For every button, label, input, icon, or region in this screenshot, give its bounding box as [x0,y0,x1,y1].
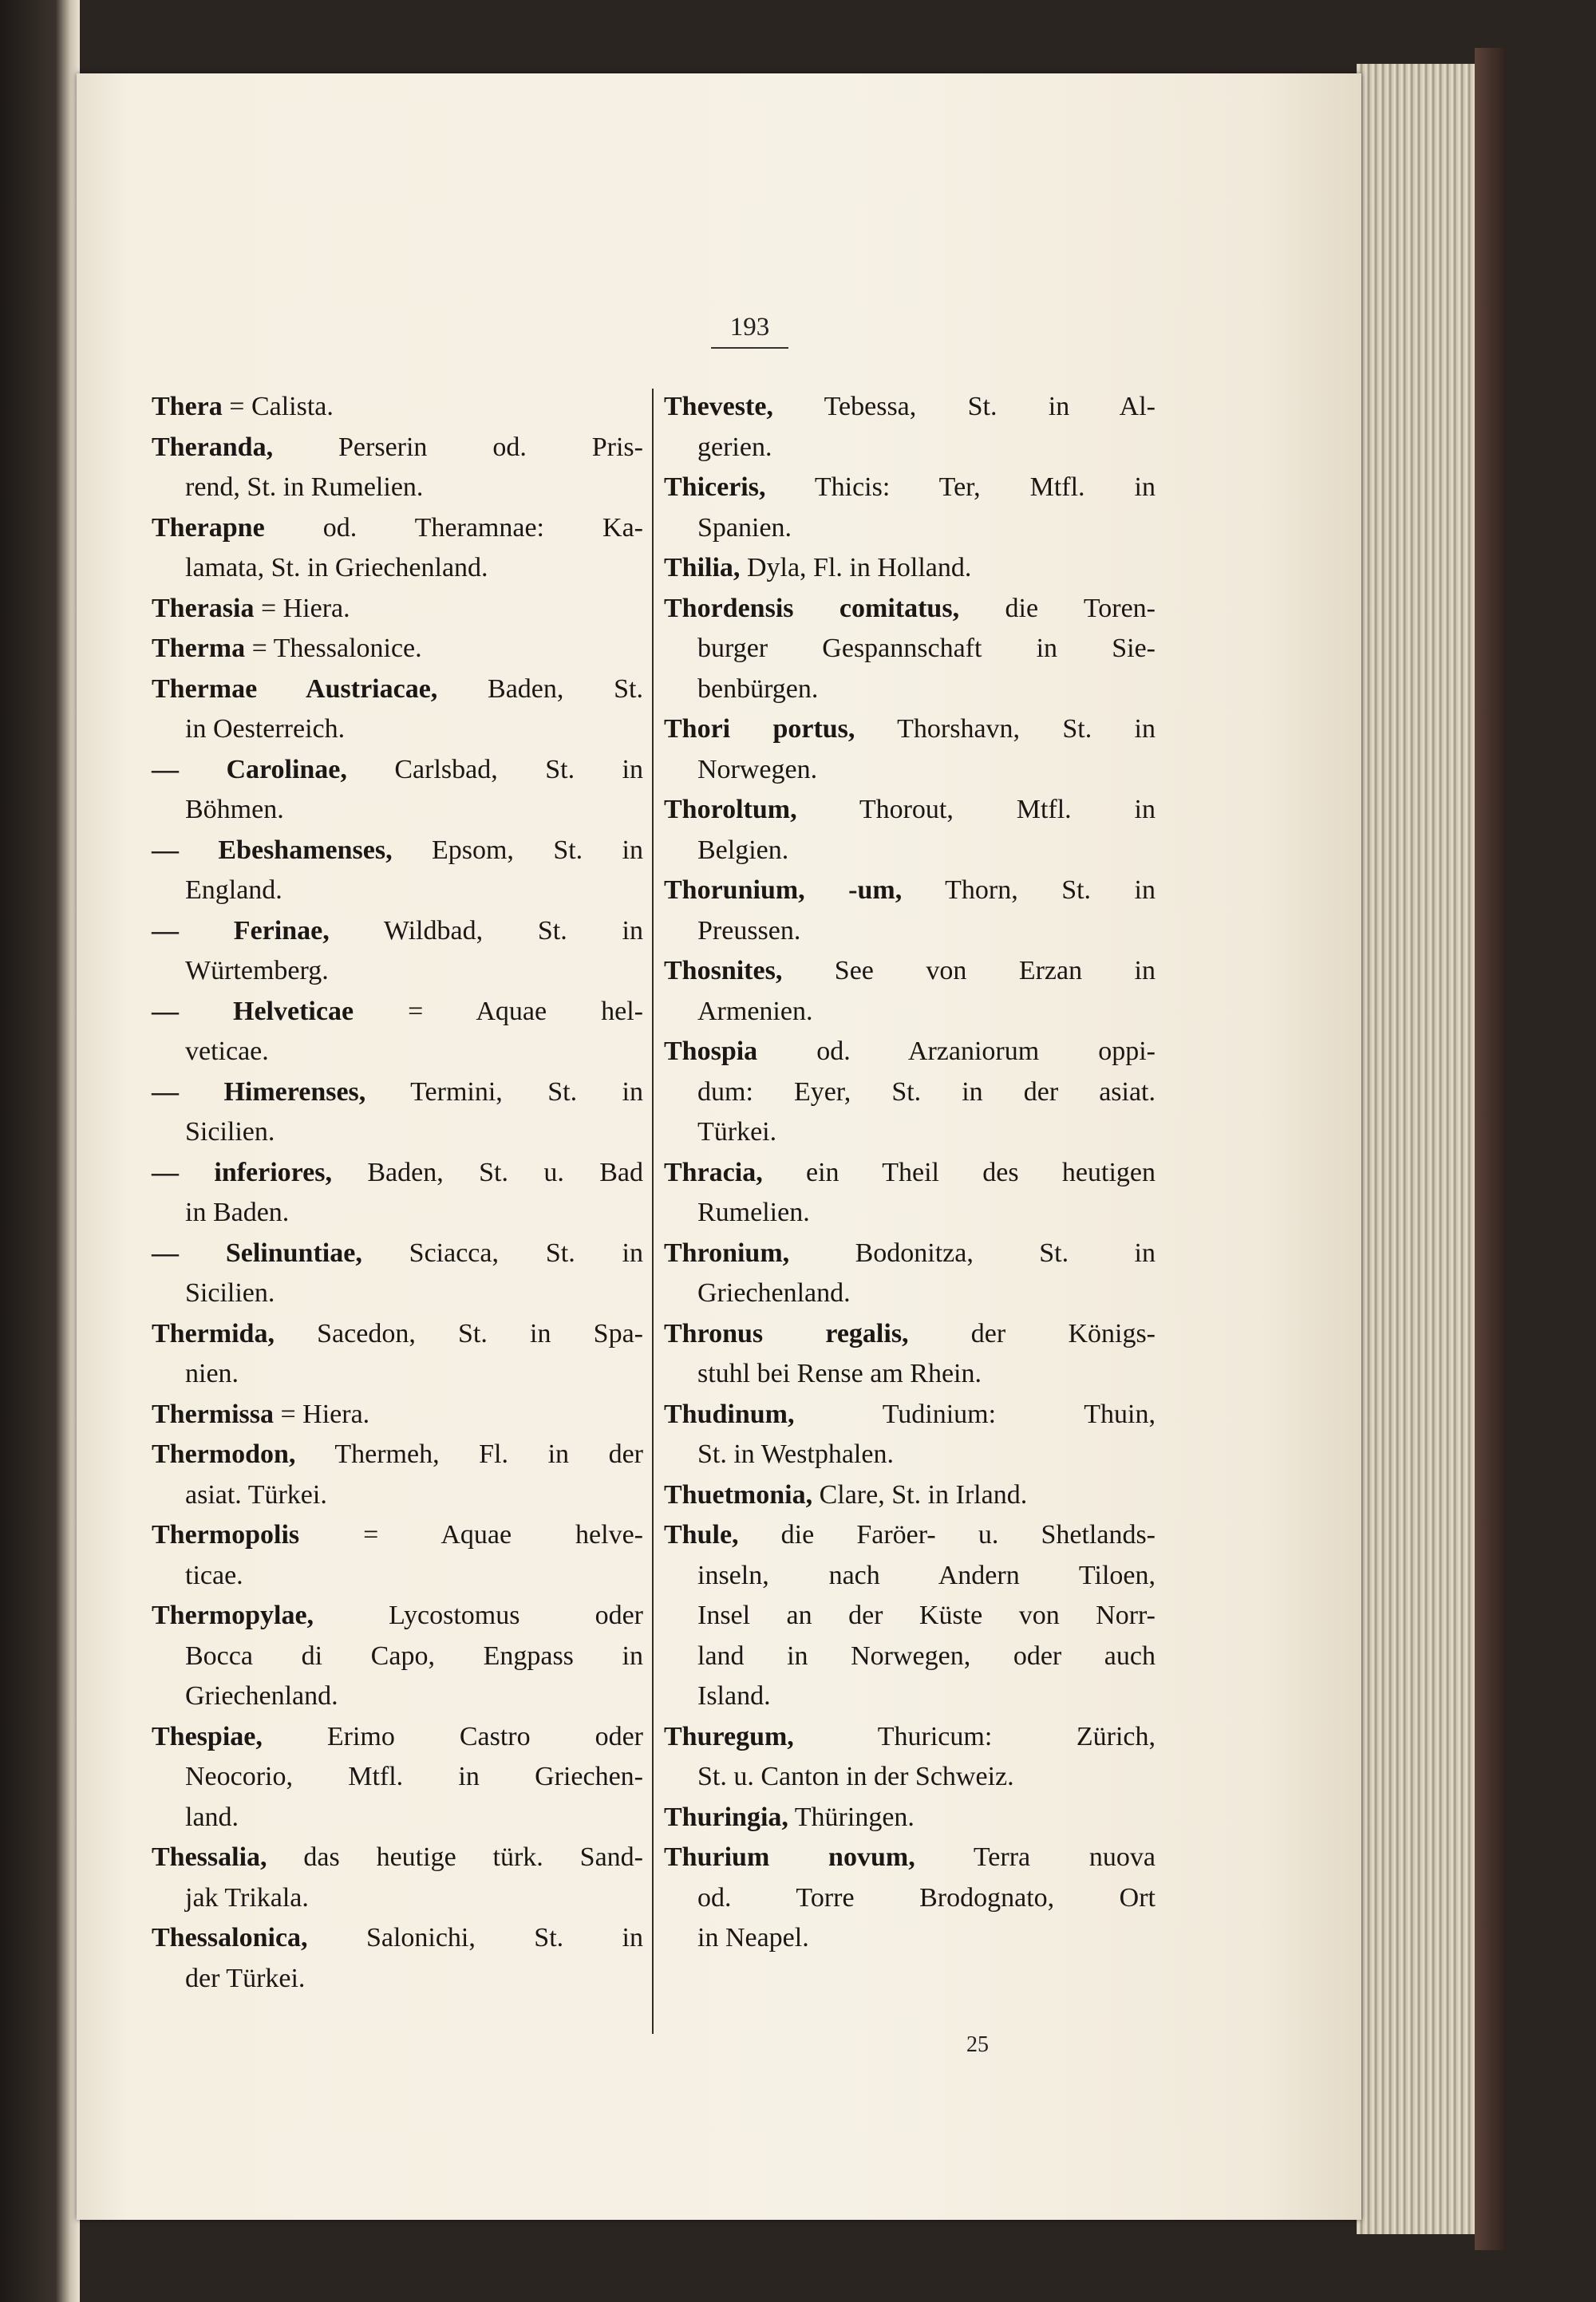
entry-line [152,1234,643,1274]
entry-line [152,629,643,669]
entry-line [152,709,643,750]
entry-headword: Thessalonica, [152,1923,308,1953]
dictionary-entry [664,1032,1156,1153]
entry-line [152,1395,643,1435]
entry-headword: Thosnites, [664,956,783,985]
dictionary-entry [152,1838,643,1918]
entry-text: burger Gespannschaft in Sie- [697,634,1156,663]
dictionary-entry [664,1234,1156,1314]
entry-line [664,1717,1156,1758]
entry-line [664,1072,1156,1113]
entry-headword: — Ferinae, [152,915,330,946]
entry-headword: Thorunium, -um, [664,875,903,905]
entry-text: = Hiera. [274,1399,370,1429]
dictionary-entry [664,1515,1156,1717]
entry-text: Terra nuova [915,1842,1156,1872]
entry-text: Türkei. [697,1117,777,1147]
entry-line [152,669,643,710]
dictionary-entry [664,387,1156,468]
entry-text: Termini, St. in [365,1076,643,1107]
entry-line [664,1918,1156,1959]
dictionary-entry [152,428,643,508]
entry-headword: — Carolinae, [152,754,347,784]
entry-line [152,428,643,468]
entry-text: das heutige türk. Sand- [267,1842,643,1872]
entry-line [664,1234,1156,1274]
dictionary-entry [152,831,643,911]
entry-line [152,1354,643,1395]
entry-text: der Königs- [908,1318,1156,1348]
entry-line [152,1757,643,1798]
entry-text: Baden, St. u. Bad [332,1157,644,1187]
entry-line [664,1838,1156,1878]
entry-line [664,871,1156,911]
entry-text: Preussen. [697,915,801,946]
entry-line [664,1153,1156,1194]
signature-mark: 25 [966,2032,989,2057]
entry-line [152,1637,643,1677]
book-page-edges [1357,64,1488,2234]
entry-headword: Thordensis comitatus, [664,593,960,623]
left-page-edge [0,0,80,2302]
dictionary-entry [664,951,1156,1032]
entry-text: Tudinium: Thuin, [794,1399,1156,1429]
entry-line [152,1717,643,1758]
entry-text: asiat. Türkei. [185,1479,327,1510]
entry-text: Griechenland. [185,1681,338,1711]
book-cover-edge [1475,48,1507,2250]
entry-text: Erimo Castro oder [262,1721,643,1751]
entry-text: nien. [185,1359,239,1388]
entry-text: Würtemberg. [185,956,329,985]
entry-text: die Faröer- u. Shetlands- [738,1520,1156,1550]
entry-line [152,508,643,549]
entry-headword: Thuringia, [664,1802,788,1832]
entry-line [152,1273,643,1314]
entry-headword: — Ebeshamenses, [152,835,393,865]
entry-line [152,1072,643,1113]
entry-line [664,1395,1156,1435]
entry-headword: Thespiae, [152,1721,263,1751]
entry-line [152,1435,643,1475]
entry-text: Thorn, St. in [902,875,1156,905]
dictionary-entry [152,1395,643,1435]
entry-headword: Thori portus, [664,714,855,744]
entry-text: St. u. Canton in der Schweiz. [697,1762,1014,1791]
entry-text: Island. [697,1681,771,1711]
entry-line [664,1637,1156,1677]
entry-headword: Thule, [664,1520,739,1550]
entry-headword: — Selinuntiae, [152,1238,362,1268]
entry-line [664,1515,1156,1556]
entry-headword: Thuetmonia, [664,1479,813,1510]
entry-text: Belgien. [697,835,789,865]
entry-line [664,387,1156,428]
entry-text: Wildbad, St. in [329,915,643,946]
entry-line [152,1959,643,2000]
entry-text: in Baden. [185,1198,290,1227]
dictionary-entry [152,1918,643,1999]
entry-headword: Thracia, [664,1157,763,1187]
entry-text: Dyla, Fl. in Holland. [740,553,972,582]
dictionary-entry [152,1153,643,1234]
entry-text: inseln, nach Andern Tiloen, [697,1560,1156,1590]
entry-text: od. Theramnae: Ka- [264,512,643,543]
right-column [664,387,1156,1959]
entry-headword: Therma [152,634,246,663]
entry-headword: Thilia, [664,553,741,582]
entry-headword: Thospia [664,1036,758,1066]
entry-line [664,1798,1156,1838]
entry-text: Clare, St. in Irland. [812,1479,1028,1510]
column-divider [652,389,654,2034]
dictionary-entry [664,1717,1156,1798]
entry-line [664,1354,1156,1395]
entry-text: rend, St. in Rumelien. [185,472,424,502]
entry-text: Griechenland. [697,1278,851,1308]
entry-line [152,1314,643,1355]
entry-text: veticae. [185,1036,269,1066]
entry-line [664,468,1156,508]
dictionary-entry [664,1475,1156,1516]
entry-text: St. in Westphalen. [697,1439,894,1469]
entry-line [152,911,643,952]
entry-line [152,1153,643,1194]
entry-headword: Thronus regalis, [664,1318,909,1348]
entry-line [664,1435,1156,1475]
dictionary-entry [152,750,643,831]
entry-line [664,911,1156,952]
entry-line [152,1838,643,1878]
dictionary-entry [664,589,1156,710]
entry-line [664,669,1156,710]
entry-text: ticae. [185,1560,243,1590]
entry-text: Bodonitza, St. in [789,1238,1156,1268]
page-number: 193 [711,313,789,349]
dictionary-entry [664,709,1156,790]
entry-headword: Thermida, [152,1318,275,1348]
entry-line [152,750,643,791]
entry-text: lamata, St. in Griechenland. [185,553,488,582]
entry-line [664,1112,1156,1153]
entry-headword: Thermopolis [152,1520,300,1550]
entry-text: der Türkei. [185,1963,306,1993]
entry-text: Böhmen. [185,795,284,824]
entry-line [152,1193,643,1234]
entry-text: Thermeh, Fl. in der [295,1439,643,1469]
entry-line [152,1112,643,1153]
entry-headword: Thiceris, [664,472,766,502]
entry-text: Sacedon, St. in Spa- [274,1318,643,1348]
entry-headword: Thudinum, [664,1399,795,1429]
page-header [77,313,1361,349]
entry-text: benbürgen. [697,673,819,704]
entry-line [152,1676,643,1717]
entry-line [152,951,643,992]
dictionary-entry [664,871,1156,951]
dictionary-entry [664,1838,1156,1959]
dictionary-entry [664,548,1156,589]
entry-text: See von Erzan in [782,956,1156,985]
entry-text: gerien. [697,432,772,462]
dictionary-entry [664,1395,1156,1475]
dictionary-entry [152,508,643,589]
entry-text: England. [185,875,282,905]
entry-text: = Aquae hel- [354,996,643,1026]
entry-line [152,589,643,630]
entry-line [152,548,643,589]
entry-line [664,1596,1156,1637]
entry-line [152,992,643,1033]
entry-text: dum: Eyer, St. in der asiat. [697,1076,1156,1107]
entry-text: Thuricum: Zürich, [793,1721,1156,1751]
entry-headword: Therapne [152,512,265,543]
entry-headword: Thermodon, [152,1439,296,1469]
entry-text: Thüringen. [788,1802,915,1832]
entry-line [664,1676,1156,1717]
entry-text: = Hiera. [254,593,350,623]
entry-headword: Thronium, [664,1238,790,1268]
entry-line [664,428,1156,468]
entry-line [664,1878,1156,1919]
entry-line [664,750,1156,791]
entry-line [664,548,1156,589]
entry-text: = Aquae helve- [299,1520,643,1550]
entry-text: Spanien. [697,512,792,543]
entry-line [664,709,1156,750]
entry-line [664,951,1156,992]
entry-line [152,871,643,911]
entry-text: Epsom, St. in [392,835,644,865]
entry-text: land in Norwegen, oder auch [697,1641,1156,1671]
entry-headword: — Himerenses, [152,1076,366,1107]
dictionary-entry [152,1314,643,1395]
entry-line [152,1878,643,1919]
entry-text: od. Torre Brodognato, Ort [697,1882,1156,1913]
entry-line [152,1515,643,1556]
entry-text: Neocorio, Mtfl. in Griechen- [185,1762,643,1791]
entry-headword: Thoroltum, [664,795,797,824]
entry-text: land. [185,1802,239,1832]
entry-text: Armenien. [697,996,813,1026]
entry-line [152,387,643,428]
entry-text: = Thessalonice. [245,634,422,663]
dictionary-entry [152,669,643,750]
entry-line [664,1273,1156,1314]
entry-headword: Thuregum, [664,1721,794,1751]
entry-headword: Thermae Austriacae, [152,673,438,704]
dictionary-entry [664,1153,1156,1234]
entry-text: Thorout, Mtfl. in [796,795,1156,824]
entry-text: Bocca di Capo, Engpass in [185,1641,643,1671]
entry-line [664,1193,1156,1234]
entry-text: Norwegen. [697,754,818,784]
entry-line [664,1757,1156,1798]
dictionary-entry [152,992,643,1072]
entry-headword: Thermissa [152,1399,274,1429]
dictionary-entry [152,1596,643,1717]
entry-headword: Theranda, [152,432,274,462]
entry-line [664,629,1156,669]
dictionary-entry [152,629,643,669]
dictionary-entry [152,1435,643,1515]
entry-headword: Thurium novum, [664,1842,915,1872]
entry-line [664,589,1156,630]
entry-line [152,468,643,508]
entry-headword: — Helveticae [152,996,354,1026]
entry-line [664,1556,1156,1597]
entry-headword: Thermopylae, [152,1601,314,1630]
entry-line [664,508,1156,549]
entry-headword: Thessalia, [152,1842,267,1872]
entry-line [152,1798,643,1838]
entry-text: Thicis: Ter, Mtfl. in [765,472,1156,502]
entry-line [664,1032,1156,1072]
entry-text: in Neapel. [697,1923,809,1953]
entry-text: Baden, St. [437,673,644,704]
dictionary-entry [152,1717,643,1838]
entry-line [664,790,1156,831]
entry-headword: Thera [152,392,223,421]
dictionary-entry [152,589,643,630]
entry-line [152,1596,643,1637]
entry-line [152,790,643,831]
dictionary-entry [664,1314,1156,1395]
dictionary-entry [664,468,1156,548]
entry-text: Thorshavn, St. in [855,714,1156,744]
entry-headword: Therasia [152,593,255,623]
entry-line [664,831,1156,871]
dictionary-entry [152,387,643,428]
entry-text: stuhl bei Rense am Rhein. [697,1359,982,1388]
entry-headword: — inferiores, [152,1157,332,1187]
entry-line [664,1475,1156,1516]
dictionary-entry [152,1072,643,1153]
entry-line [152,1556,643,1597]
entry-text: Carlsbad, St. in [346,754,643,784]
entry-text: Sicilien. [185,1117,275,1147]
entry-text: Insel an der Küste von Norr- [697,1601,1156,1630]
entry-text: Sicilien. [185,1278,275,1308]
entry-text: Perserin od. Pris- [273,432,643,462]
entry-line [152,1918,643,1959]
entry-text: Sciacca, St. in [361,1238,643,1268]
entry-text: in Oesterreich. [185,714,346,744]
dictionary-entry [152,911,643,992]
dictionary-entry [664,790,1156,871]
entry-text: Salonichi, St. in [307,1923,643,1953]
entry-text: Tebessa, St. in Al- [772,392,1156,421]
entry-text: Lycostomus oder [314,1601,643,1630]
entry-text: jak Trikala. [185,1882,309,1913]
entry-text: Rumelien. [697,1198,810,1227]
entry-text: die Toren- [959,593,1156,623]
entry-text: ein Theil des heutigen [762,1157,1156,1187]
entry-line [152,1475,643,1516]
dictionary-entry [152,1234,643,1314]
entry-line [664,1314,1156,1355]
book-page [77,73,1361,2220]
dictionary-entry [664,1798,1156,1838]
entry-line [664,992,1156,1033]
entry-headword: Theveste, [664,392,773,421]
entry-line [152,831,643,871]
left-column [152,387,643,1999]
entry-text: od. Arzaniorum oppi- [757,1036,1156,1066]
entry-text: = Calista. [222,392,334,421]
dictionary-entry [152,1515,643,1596]
entry-line [152,1032,643,1072]
